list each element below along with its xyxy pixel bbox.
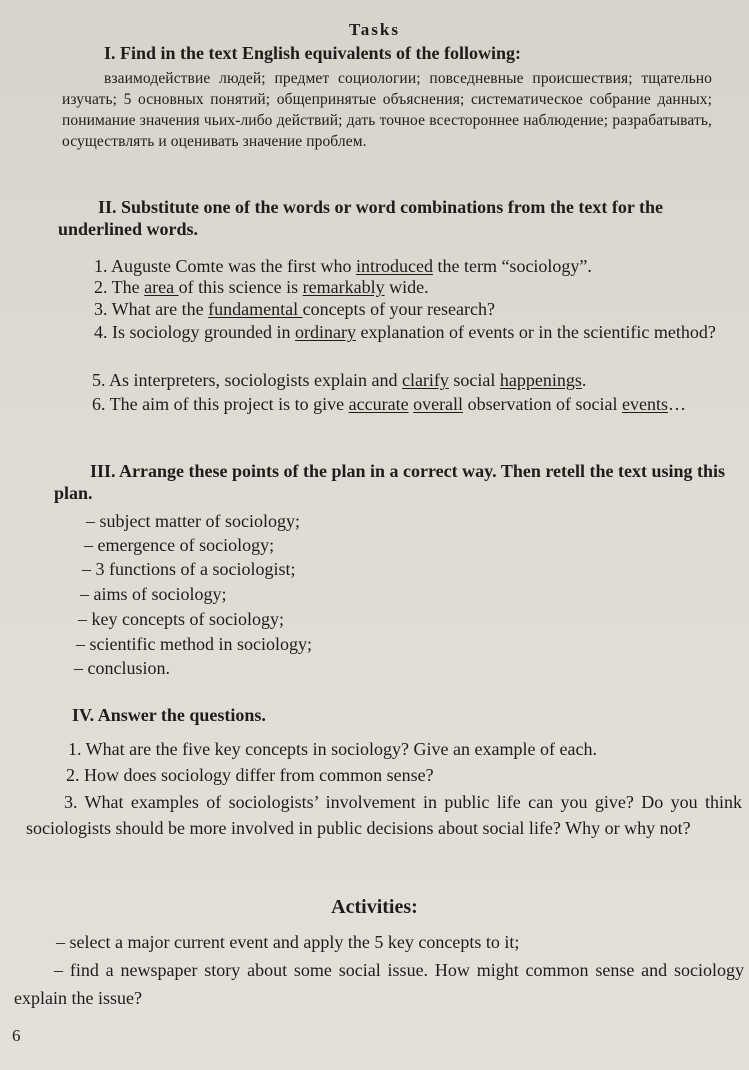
section-1-russian-text: взаимодействие людей; предмет социологии; повседневные происшествия; тщательно изучать; 5 основных понятий; общепринятые объяснения; систематическое собрание данных; понимание значения чьих-либо действий; дать точное всестороннее наблюдение; разрабатывать, осуществлять и оценивать значение проблем. <box>62 70 712 150</box>
question-3: 3. What examples of sociologists’ involvement in public life can you give? Do you think sociologists should be more involved in public decisions about social life? Why or why not? <box>26 792 742 838</box>
item-text: . <box>581 370 587 390</box>
plan-item: – 3 functions of a sociologist; <box>82 559 296 579</box>
underlined-word: overall <box>413 394 464 414</box>
underlined-word: remarkably <box>302 277 385 297</box>
underlined-word: happenings <box>499 370 582 390</box>
section-3-heading: III. Arrange these points of the plan in a correct way. Then retell the text using this plan. <box>54 461 725 503</box>
item-text: 6. The aim of this project is to give <box>92 394 349 414</box>
section-4-heading: IV. Answer the questions. <box>72 705 266 725</box>
underlined-word: events <box>622 394 669 414</box>
underlined-word: area <box>144 277 179 297</box>
item-text: the term “sociology”. <box>432 256 592 276</box>
plan-item: – conclusion. <box>74 658 170 678</box>
page-number: 6 <box>12 1026 21 1045</box>
underlined-word: ordinary <box>294 322 356 342</box>
section-1-heading: I. Find in the text English equivalents of the following: <box>104 43 522 63</box>
item-text: 5. As interpreters, sociologists explain and <box>92 370 402 390</box>
underlined-word: introduced <box>355 256 433 276</box>
activities-heading: Activities: <box>331 896 418 918</box>
substitute-item-2 <box>94 275 429 299</box>
activity-2: – find a newspaper story about some social issue. How might common sense and sociology explain the issue? <box>14 960 744 1008</box>
question-1: 1. What are the five key concepts in sociology? Give an example of each. <box>68 739 597 759</box>
item-text: social <box>448 370 500 390</box>
item-text: explanation of events or in the scientific method? <box>355 322 716 342</box>
substitute-item-6 <box>56 392 724 416</box>
underlined-word: accurate <box>348 394 409 414</box>
item-text: observation of social <box>463 394 623 414</box>
item-text: 4. Is sociology grounded in <box>94 322 295 342</box>
section-2-heading: II. Substitute one of the words or word combinations from the text for the underlined words. <box>58 197 663 239</box>
plan-item: – scientific method in sociology; <box>76 634 312 654</box>
substitute-item-3 <box>94 297 495 321</box>
question-2: 2. How does sociology differ from common sense? <box>66 765 434 785</box>
item-text: … <box>668 394 687 414</box>
plan-item: – aims of sociology; <box>80 584 227 604</box>
activity-1: – select a major current event and apply the 5 key concepts to it; <box>56 932 520 952</box>
underlined-word: clarify <box>401 370 449 390</box>
item-text: 3. What are the <box>94 299 209 319</box>
item-text: wide. <box>384 277 429 297</box>
item-text: 2. The <box>94 277 145 297</box>
plan-item: – emergence of sociology; <box>84 535 275 555</box>
item-text: 1. Auguste Comte was the first who <box>94 256 356 276</box>
underlined-word: fundamental <box>208 299 303 319</box>
plan-item: – key concepts of sociology; <box>78 609 284 629</box>
item-text: of this science is <box>178 277 303 297</box>
substitute-item-5 <box>92 368 586 392</box>
page-title: Tasks <box>349 20 400 39</box>
plan-item: – subject matter of sociology; <box>86 511 300 531</box>
item-text: concepts of your research? <box>302 299 495 319</box>
substitute-item-4 <box>56 320 724 344</box>
